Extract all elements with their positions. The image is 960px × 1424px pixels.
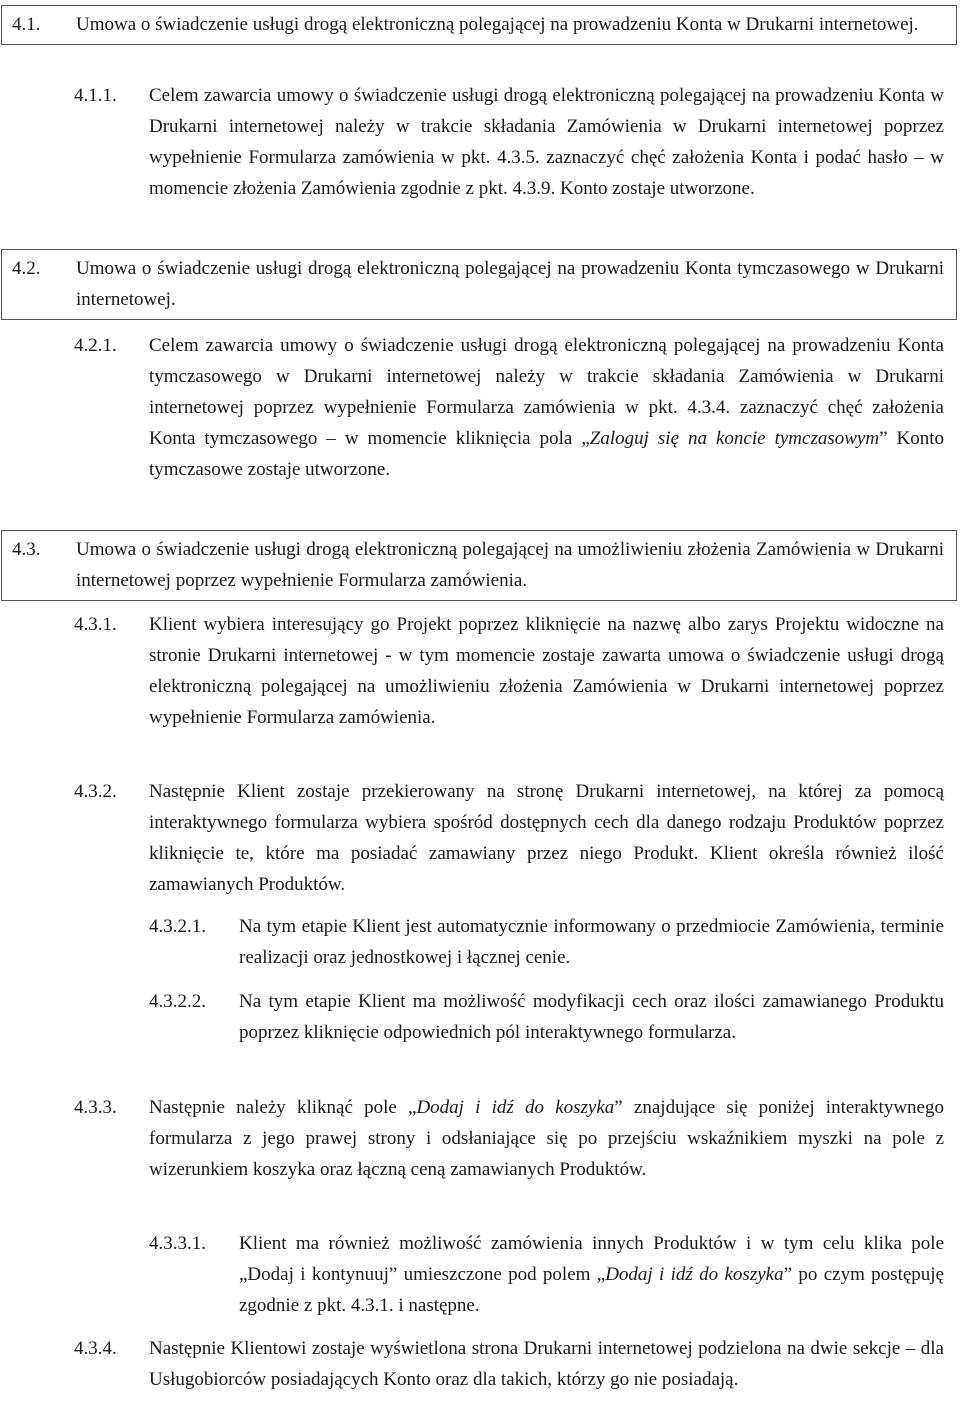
clause-number: 4.2.1. bbox=[74, 335, 117, 356]
clause-number: 4.3.1. bbox=[74, 614, 117, 635]
clause-number: 4.3.3. bbox=[74, 1097, 117, 1118]
clause-text: Klient wybiera interesujący go Projekt poprzez kliknięcie na nazwę albo zarys Projektu widoczne na stronie Drukarni internetowej - w tym momencie zostaje zawarta umowa o świadczenie usługi drogą elektroniczną polegającej na umożliwieniu złożenia Zamówienia w Drukarni internetowej poprzez wypełnienie Formularza zamówienia. bbox=[149, 614, 944, 728]
section-title: Umowa o świadczenie usługi drogą elektroniczną polegającej na umożliwieniu złożenia Zamówienia w Drukarni internetowej poprzez wypełnienie Formularza zamówienia. bbox=[76, 539, 944, 591]
clause-4-3-4 bbox=[74, 1333, 944, 1395]
section-number: 4.1. bbox=[12, 14, 41, 35]
clause-4-3-2 bbox=[74, 776, 944, 900]
clause-4-3-3 bbox=[74, 1092, 944, 1185]
clause-4-3-1 bbox=[74, 609, 944, 733]
field-name-zaloguj: Zaloguj się na koncie tymczasowym bbox=[589, 428, 880, 449]
section-number: 4.3. bbox=[12, 539, 41, 560]
section-heading-4-2 bbox=[1, 249, 957, 320]
clause-4-3-2-2 bbox=[149, 986, 944, 1048]
section-title: Umowa o świadczenie usługi drogą elektroniczną polegającej na prowadzeniu Konta w Drukarni internetowej. bbox=[76, 14, 919, 35]
clause-4-2-1 bbox=[74, 330, 944, 485]
clause-number: 4.3.2. bbox=[74, 781, 117, 802]
clause-text: Na tym etapie Klient ma możliwość modyfikacji cech oraz ilości zamawianego Produktu poprzez kliknięcie odpowiednich pól interaktywnego formularza. bbox=[239, 991, 944, 1043]
section-title: Umowa o świadczenie usługi drogą elektroniczną polegającej na prowadzeniu Konta tymczasowego w Drukarni internetowej. bbox=[76, 258, 944, 310]
clause-text: Na tym etapie Klient jest automatycznie informowany o przedmiocie Zamówienia, terminie realizacji oraz jednostkowej i łącznej cenie. bbox=[239, 916, 944, 968]
field-name-dodaj-koszyk: Dodaj i idź do koszyka bbox=[605, 1264, 784, 1285]
clause-text: Klient ma również możliwość zamówienia innych Produktów i w tym celu klika pole „Dodaj i kontynuuj” umieszczone pod polem „Dodaj i idź do koszyka” po czym postępuję zgodnie z pkt. 4.3.1. i następne. bbox=[239, 1233, 944, 1316]
clause-text: Celem zawarcia umowy o świadczenie usługi drogą elektroniczną polegającej na prowadzeniu Konta tymczasowego w Drukarni internetowej należy w trakcie składania Zamówienia w Drukarni internetowej poprzez wypełnienie Formularza zamówienia w pkt. 4.3.4. zaznaczyć chęć założenia Konta tymczasowego – w momencie kliknięcia pola „Zaloguj się na koncie tymczasowym” Konto tymczasowe zostaje utworzone. bbox=[149, 335, 944, 480]
clause-number: 4.3.2.1. bbox=[149, 916, 206, 937]
clause-4-1-1 bbox=[74, 80, 944, 204]
clause-4-3-3-1 bbox=[149, 1228, 944, 1321]
clause-number: 4.3.3.1. bbox=[149, 1233, 206, 1254]
section-heading-4-3 bbox=[1, 530, 957, 601]
clause-text: Następnie Klient zostaje przekierowany na stronę Drukarni internetowej, na której za pomocą interaktywnego formularza wybiera spośród dostępnych cech dla danego rodzaju Produktów poprzez kliknięcie te, które ma posiadać zamawiany przez niego Produkt. Klient określa również ilość zamawianych Produktów. bbox=[149, 781, 944, 895]
section-heading-4-1 bbox=[1, 5, 957, 45]
clause-4-3-2-1 bbox=[149, 911, 944, 973]
clause-number: 4.1.1. bbox=[74, 85, 117, 106]
clause-text: Następnie należy kliknąć pole „Dodaj i idź do koszyka” znajdujące się poniżej interaktywnego formularza z jego prawej strony i odsłaniające się po przejściu wskaźnikiem myszki na pole z wizerunkiem koszyka oraz łączną ceną zamawianych Produktów. bbox=[149, 1097, 944, 1180]
clause-text: Celem zawarcia umowy o świadczenie usługi drogą elektroniczną polegającej na prowadzeniu Konta w Drukarni internetowej należy w trakcie składania Zamówienia w Drukarni internetowej poprzez wypełnienie Formularza zamówienia w pkt. 4.3.5. zaznaczyć chęć założenia Konta i podać hasło – w momencie złożenia Zamówienia zgodnie z pkt. 4.3.9. Konto zostaje utworzone. bbox=[149, 85, 944, 199]
section-number: 4.2. bbox=[12, 258, 41, 279]
field-name-dodaj-koszyk: Dodaj i idź do koszyka bbox=[416, 1097, 615, 1118]
clause-text: Następnie Klientowi zostaje wyświetlona strona Drukarni internetowej podzielona na dwie sekcje – dla Usługobiorców posiadających Konto oraz dla takich, którzy go nie posiadają. bbox=[149, 1338, 944, 1390]
clause-number: 4.3.4. bbox=[74, 1338, 117, 1359]
clause-number: 4.3.2.2. bbox=[149, 991, 206, 1012]
